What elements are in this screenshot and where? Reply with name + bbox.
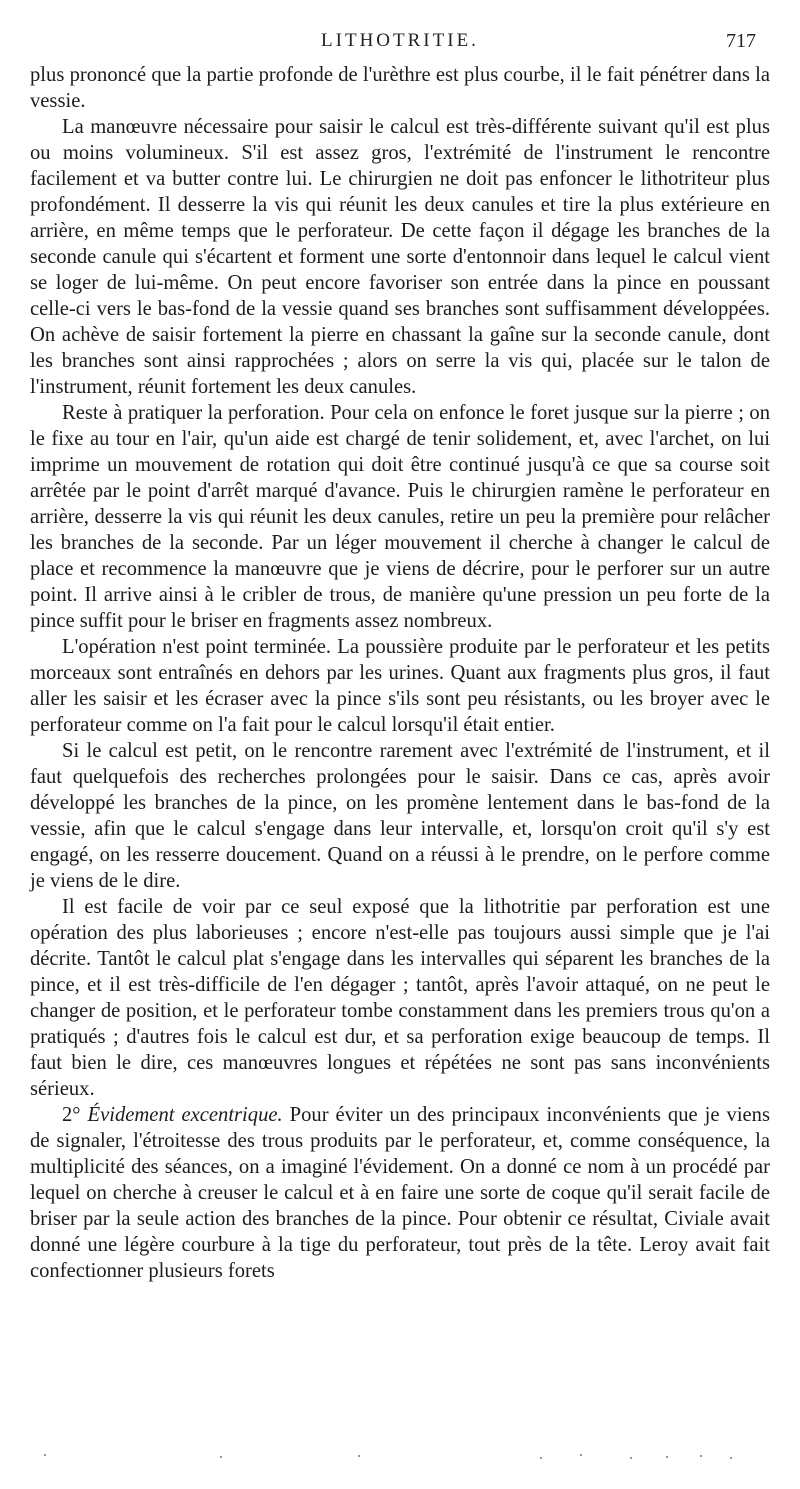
- speck: [666, 1456, 668, 1458]
- scan-specks: [40, 1452, 760, 1462]
- speck: [358, 1455, 360, 1457]
- speck: [580, 1454, 582, 1456]
- speck: [220, 1456, 222, 1458]
- page-number: 717: [726, 30, 756, 52]
- speck: [730, 1457, 732, 1459]
- paragraph-4: L'opération n'est point terminée. La poussière produite par le perforateur et les petits morceaux sont entraînés en dehors par les urines. Quant aux fragments plus gros, il faut aller les saisir et les écraser avec la pince s'ils sont peu résistants, ou les broyer avec le perforateur comme on l'a fait pour le calcul lorsqu'il était entier.: [30, 636, 770, 736]
- paragraph-7: [30, 1102, 770, 1284]
- section-number: 2°: [62, 1104, 88, 1126]
- speck: [44, 1454, 46, 1456]
- speck: [700, 1455, 702, 1457]
- paragraph-6: Il est facile de voir par ce seul exposé que la lithotritie par perforation est une opération des plus laborieuses ; encore n'est-elle pas toujours aussi simple que je l'ai décrite. Tantôt le calcul plat s'engage dans les intervalles qui séparent les branches de la pince, et il est très-difficile de l'en dégager ; tantôt, après l'avoir attaqué, on ne peut le changer de position, et le perforateur tombe constamment dans les premiers trous qu'on a pratiqués ; d'autres fois le calcul est dur, et sa perforation exige beaucoup de temps. Il faut bien le dire, ces manœuvres longues et répétées ne sont pas sans inconvénients sérieux.: [30, 896, 770, 1100]
- speck: [540, 1457, 542, 1459]
- speck: [630, 1457, 632, 1459]
- paragraph-3: Reste à pratiquer la perforation. Pour cela on enfonce le foret jusque sur la pierre ; on le fixe au tour en l'air, qu'un aide est chargé de tenir solidement, et, avec l'archet, on lui imprime un mouvement de rotation qui doit être continué jusqu'à ce que sa course soit arrêtée par le point d'arrêt marqué d'avance. Puis le chirurgien ramène le perforateur en arrière, desserre la vis qui réunit les deux canules, retire un peu la première pour relâcher les branches de la seconde. Par un léger mouvement il cherche à changer le calcul de place et recommence la manœuvre que je viens de décrire, pour le perforer sur un autre point. Il arrive ainsi à le cribler de trous, de manière qu'une pression un peu forte de la pince suffit pour le briser en fragments assez nombreux.: [30, 402, 770, 632]
- running-title: LITHOTRITIE.: [321, 30, 479, 51]
- section-text: Pour éviter un des principaux inconvénients que je viens de signaler, l'étroitesse des trous produits par le perforateur, et, comme conséquence, la multiplicité des séances, on a imaginé l'évidement. On a donné ce nom à un procédé par lequel on cherche à creuser le calcul et à en faire une sorte de coque qu'il serait facile de briser par la seule action des branches de la pince. Pour obtenir ce résultat, Civiale avait donné une légère courbure à la tige du perforateur, tout près de la tête. Leroy avait fait confectionner plusieurs forets: [30, 1104, 770, 1282]
- section-title: Évidement excentrique.: [87, 1104, 283, 1126]
- body-text: [30, 62, 770, 1284]
- paragraph-1: plus prononcé que la partie profonde de l'urèthre est plus courbe, il le fait pénétrer dans la vessie.: [30, 64, 770, 112]
- page-header: [0, 30, 800, 54]
- paragraph-2: La manœuvre nécessaire pour saisir le calcul est très-différente suivant qu'il est plus ou moins volumineux. S'il est assez gros, l'extrémité de l'instrument le rencontre facilement et va butter contre lui. Le chirurgien ne doit pas enfoncer le lithotriteur plus profondément. Il desserre la vis qui réunit les deux canules et tire la plus extérieure en arrière, en même temps que le perforateur. De cette façon il dégage les branches de la seconde canule qui s'écartent et forment une sorte d'entonnoir dans lequel le calcul vient se loger de lui-même. On peut encore favoriser son entrée dans la pince en poussant celle-ci vers le bas-fond de la vessie quand ses branches sont suffisamment développées. On achève de saisir fortement la pierre en chassant la gaîne sur la seconde canule, dont les branches sont ainsi rapprochées ; alors on serre la vis qui, placée sur le talon de l'instrument, réunit fortement les deux canules.: [30, 116, 770, 398]
- paragraph-5: Si le calcul est petit, on le rencontre rarement avec l'extrémité de l'instrument, et il faut quelquefois des recherches prolongées pour le saisir. Dans ce cas, après avoir développé les branches de la pince, on les promène lentement dans le bas-fond de la vessie, afin que le calcul s'engage dans leur intervalle, et, lorsqu'on croit qu'il s'y est engagé, on les resserre doucement. Quand on a réussi à le prendre, on le perfore comme je viens de le dire.: [30, 740, 770, 892]
